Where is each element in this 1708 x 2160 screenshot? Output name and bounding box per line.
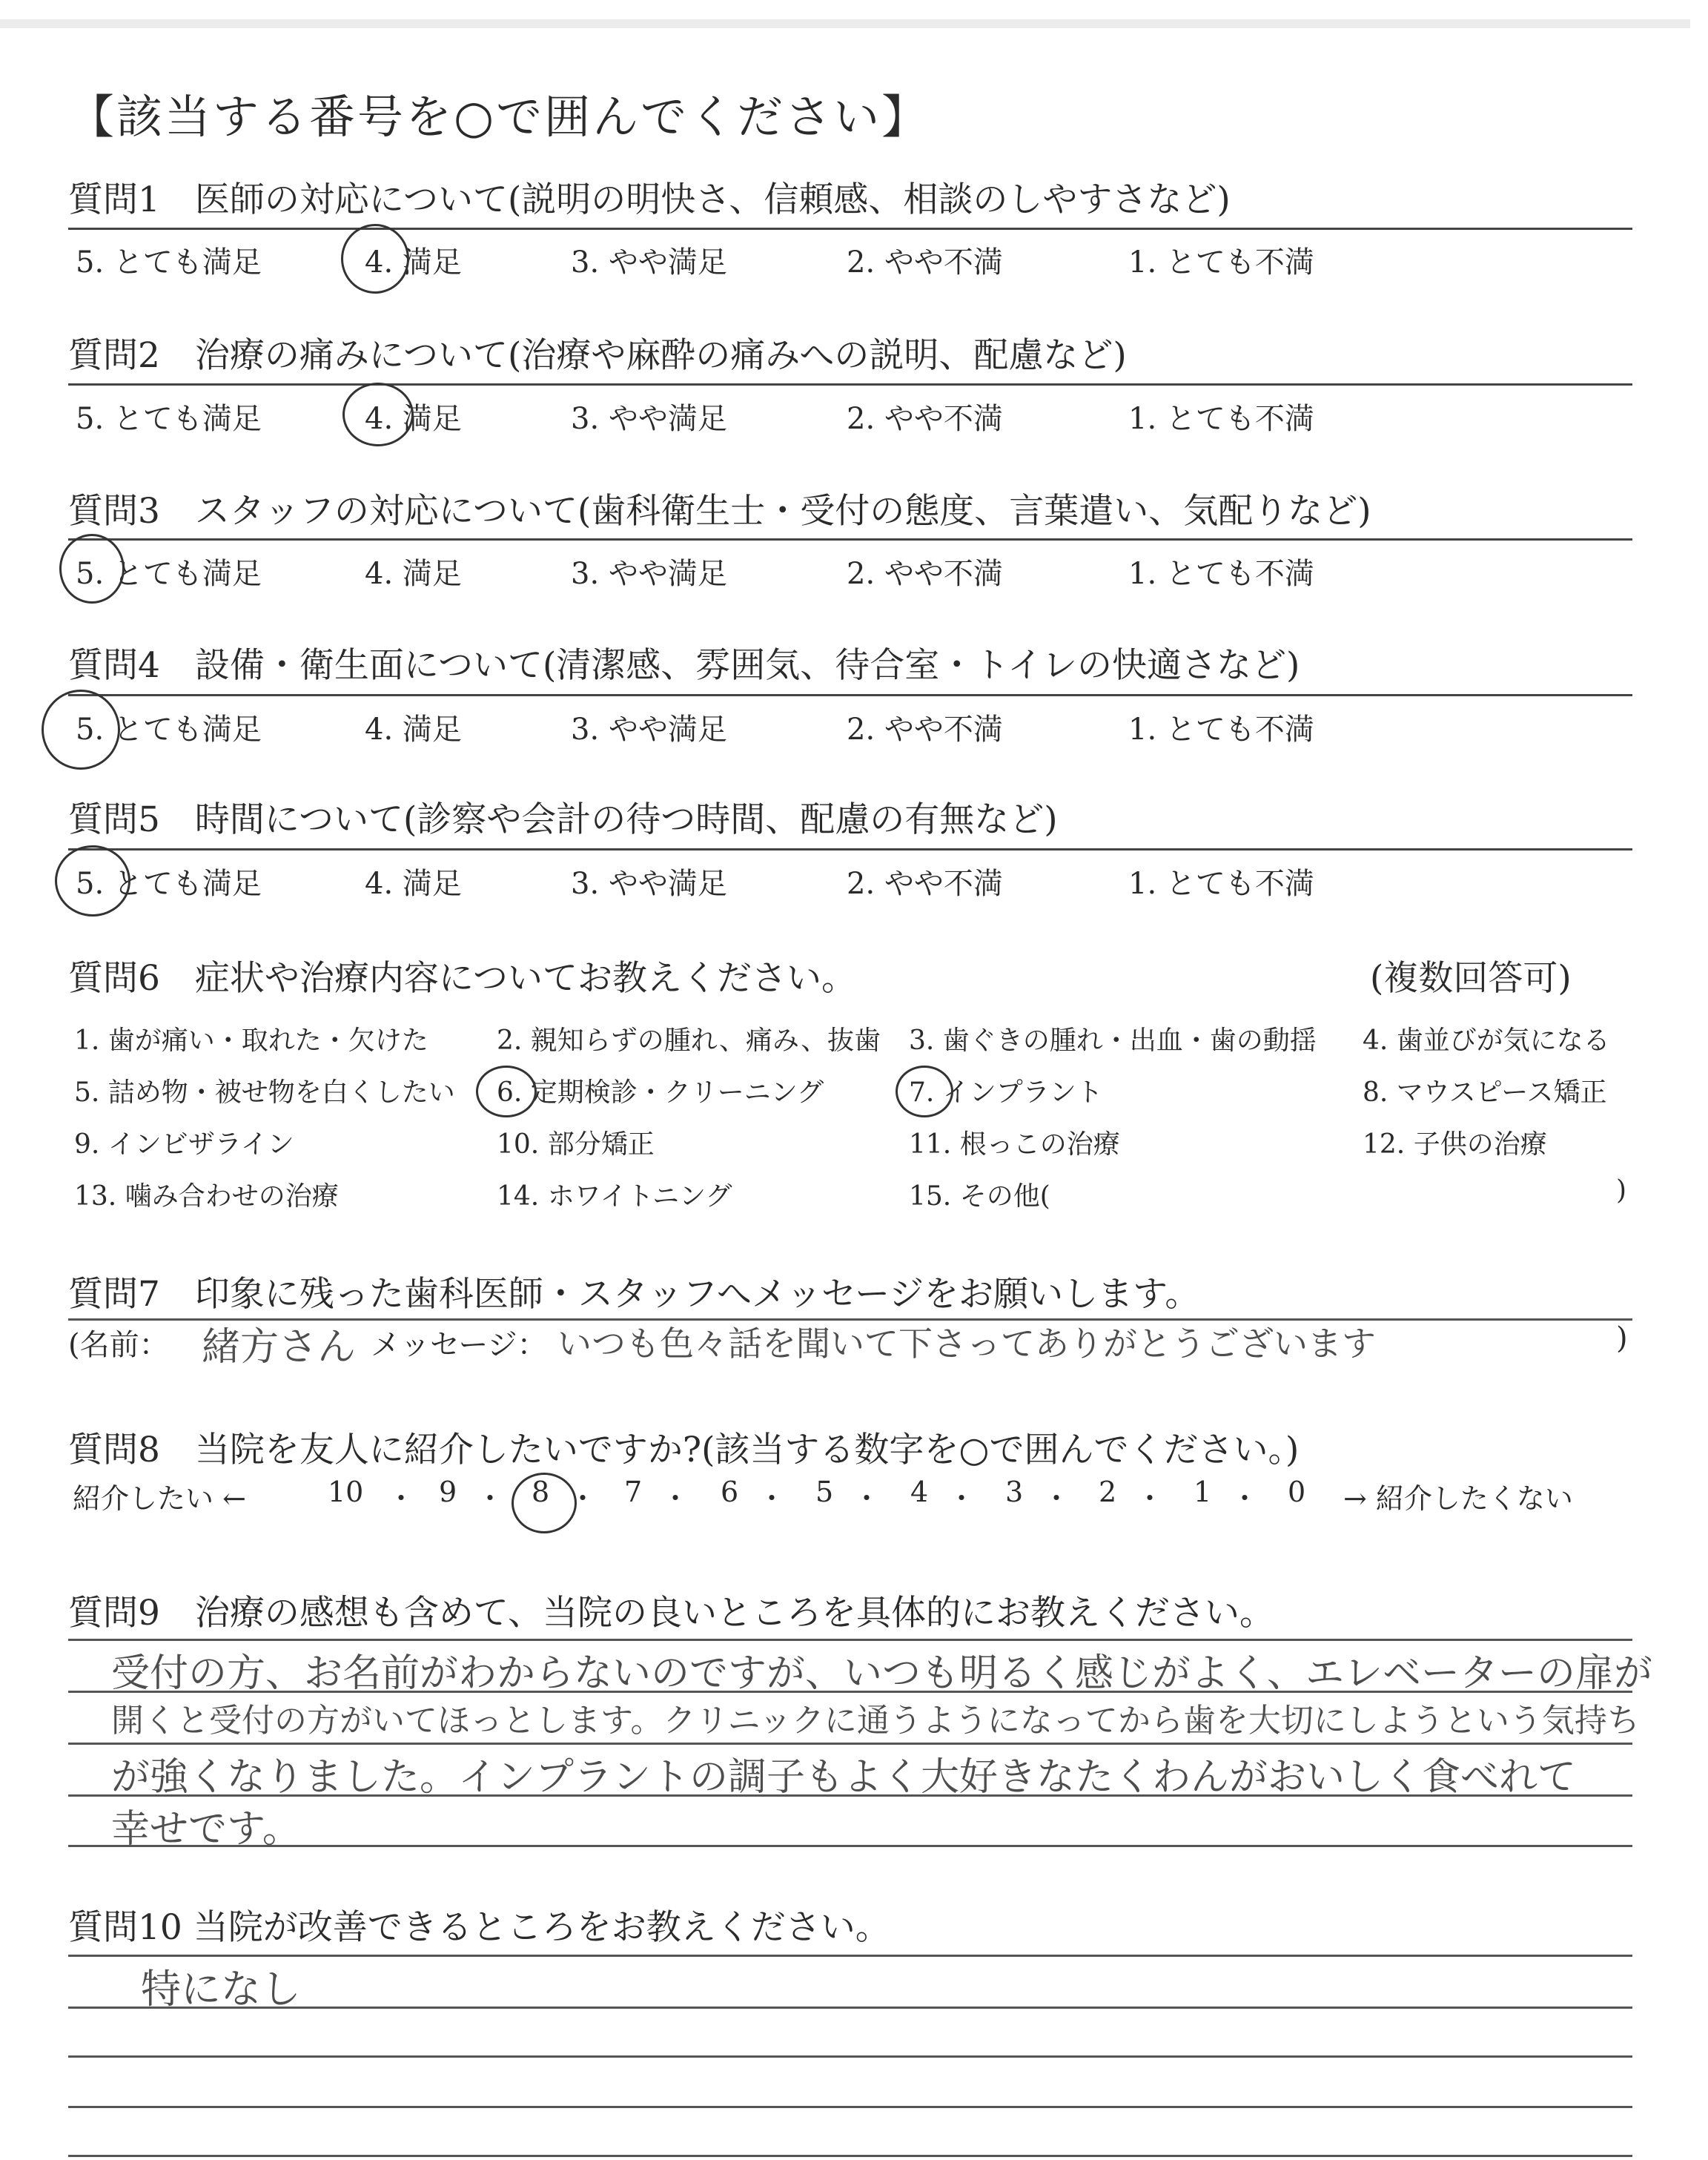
scale-value[interactable]: 6 (721, 1476, 739, 1508)
option-3[interactable]: 3. やや満足 (571, 402, 727, 436)
answer-circle (342, 383, 414, 446)
symptom-option[interactable]: 12. 子供の治療 (1363, 1129, 1547, 1160)
good-points-line[interactable]: が強くなりました。インプラントの調子もよく大好きなたくわんがおいしく食べれて (111, 1755, 1577, 1800)
page-edge (0, 19, 1690, 28)
question-4-rule (68, 694, 1632, 696)
option-5[interactable]: 5. とても満足 (76, 402, 262, 436)
option-3[interactable]: 3. やや満足 (571, 713, 727, 747)
question-6-title: 質問6 症状や治療内容についてお教えください。 (68, 958, 856, 999)
staff-message[interactable]: いつも色々話を聞いて下さってありがとうございます (557, 1324, 1376, 1364)
improvement-line[interactable]: 特になし (141, 1966, 301, 2012)
symptom-option[interactable]: 11. 根っこの治療 (909, 1129, 1120, 1160)
option-5[interactable]: 5. とても満足 (76, 867, 262, 901)
question-3-options (68, 550, 1632, 589)
question-5-rule (68, 848, 1632, 851)
option-4[interactable]: 4. 満足 (365, 402, 462, 436)
option-3[interactable]: 3. やや満足 (571, 245, 727, 280)
question-1-rule (68, 228, 1632, 230)
scale-dot: ・ (661, 1482, 690, 1515)
scale-value[interactable]: 7 (624, 1476, 643, 1508)
recommend-scale (68, 1476, 1632, 1520)
answer-line (68, 1955, 1632, 1957)
scale-dot: ・ (947, 1482, 976, 1515)
option-1[interactable]: 1. とても不満 (1128, 245, 1314, 280)
option-3[interactable]: 3. やや満足 (571, 557, 727, 591)
good-points-line[interactable]: 幸せです。 (111, 1807, 301, 1852)
name-label: (名前： (68, 1328, 169, 1362)
scale-dot: ・ (1231, 1482, 1260, 1515)
option-2[interactable]: 2. やや不満 (847, 557, 1003, 591)
answer-line (68, 2007, 1632, 2009)
symptom-option[interactable]: 14. ホワイトニング (497, 1181, 732, 1212)
question-1-title: 質問1 医師の対応について(説明の明快さ、信頼感、相談のしやすさなど) (68, 179, 1231, 220)
answer-line (68, 2106, 1632, 2108)
question-3-title: 質問3 スタッフの対応について(歯科衛生士・受付の態度、言葉遣い、気配りなど) (68, 491, 1371, 532)
question-6-note: (複数回答可) (1370, 958, 1572, 999)
good-points-line[interactable]: 開くと受付の方がいてほっとします。クリニックに通うようになってから歯を大切にしようという気持ち (111, 1702, 1640, 1740)
question-5-options (68, 860, 1632, 899)
message-label: メッセージ： (371, 1328, 547, 1362)
scale-dot: ・ (1042, 1482, 1071, 1515)
option-2[interactable]: 2. やや不満 (847, 713, 1003, 747)
scale-value[interactable]: 5 (815, 1476, 834, 1508)
answer-line (68, 2055, 1632, 2058)
answer-circle (512, 1473, 577, 1533)
question-2-options (68, 395, 1632, 434)
scale-value[interactable]: 10 (328, 1476, 364, 1508)
scale-value[interactable]: 4 (910, 1476, 929, 1508)
scale-dot: ・ (387, 1482, 416, 1515)
question-4-title: 質問4 設備・衛生面について(清潔感、雰囲気、待合室・トイレの快適さなど) (68, 645, 1300, 686)
question-9-title: 質問9 治療の感想も含めて、当院の良いところを具体的にお教えください。 (68, 1593, 1274, 1634)
answer-circle (476, 1066, 537, 1117)
option-4[interactable]: 4. 満足 (365, 867, 462, 901)
scale-dot: ・ (476, 1482, 505, 1515)
scale-value[interactable]: 9 (439, 1476, 457, 1508)
option-5[interactable]: 5. とても満足 (76, 713, 262, 747)
option-4[interactable]: 4. 満足 (365, 713, 462, 747)
scale-value[interactable]: 2 (1099, 1476, 1117, 1508)
symptom-option[interactable]: 4. 歯並びが気になる (1363, 1025, 1610, 1056)
answer-line (68, 1639, 1632, 1641)
scale-dot: ・ (1136, 1482, 1165, 1515)
question-4-options (68, 706, 1632, 747)
scale-left-label: 紹介したい ← (73, 1482, 246, 1515)
option-4[interactable]: 4. 満足 (365, 245, 462, 280)
option-2[interactable]: 2. やや不満 (847, 245, 1003, 280)
staff-name[interactable]: 緒方さん (202, 1325, 357, 1370)
option-2[interactable]: 2. やや不満 (847, 402, 1003, 436)
answer-circle (59, 534, 125, 604)
scale-value[interactable]: 1 (1194, 1476, 1212, 1508)
option-4[interactable]: 4. 満足 (365, 557, 462, 591)
answer-circle (341, 224, 409, 294)
question-8-title: 質問8 当院を友人に紹介したいですか?(該当する数字を○で囲んでください。) (68, 1430, 1300, 1470)
good-points-line[interactable]: 受付の方、お名前がわからないのですが、いつも明るく感じがよく、エレベーターの扉が (111, 1651, 1652, 1696)
answer-circle (896, 1066, 953, 1117)
message-close-paren: ) (1616, 1321, 1628, 1355)
form-header: 【該当する番号を○で囲んでください】 (68, 90, 930, 144)
symptom-option[interactable]: 6. 定期検診・クリーニング (497, 1077, 824, 1108)
option-2[interactable]: 2. やや不満 (847, 867, 1003, 901)
symptom-option[interactable]: 13. 噛み合わせの治療 (74, 1181, 339, 1212)
symptom-option[interactable]: 2. 親知らずの腫れ、痛み、抜歯 (497, 1025, 881, 1056)
question-1-options (68, 239, 1632, 280)
symptom-option[interactable]: 1. 歯が痛い・取れた・欠けた (74, 1025, 428, 1056)
option-1[interactable]: 1. とても不満 (1128, 713, 1314, 747)
question-10-title: 質問10 当院が改善できるところをお教えください。 (68, 1907, 890, 1948)
option-3[interactable]: 3. やや満足 (571, 867, 727, 901)
symptom-option[interactable]: 7. インプラント (909, 1077, 1103, 1108)
option-1[interactable]: 1. とても不満 (1128, 557, 1314, 591)
symptom-option[interactable]: 5. 詰め物・被せ物を白くしたい (74, 1077, 455, 1108)
option-1[interactable]: 1. とても不満 (1128, 402, 1314, 436)
option-5[interactable]: 5. とても満足 (76, 245, 262, 280)
symptom-option[interactable]: 15. その他( (909, 1181, 1050, 1212)
answer-line (68, 1743, 1632, 1745)
symptom-option[interactable]: 10. 部分矯正 (497, 1129, 655, 1160)
other-close-paren: ) (1616, 1175, 1627, 1206)
symptom-option[interactable]: 9. インビザライン (74, 1129, 294, 1160)
scale-value[interactable]: 0 (1288, 1476, 1306, 1508)
scale-dot: ・ (758, 1482, 787, 1515)
option-1[interactable]: 1. とても不満 (1128, 867, 1314, 901)
question-2-rule (68, 383, 1632, 386)
question-7-title: 質問7 印象に残った歯科医師・スタッフへメッセージをお願いします。 (68, 1274, 1200, 1315)
answer-circle (55, 845, 130, 916)
symptom-option[interactable]: 8. マウスピース矯正 (1363, 1077, 1607, 1108)
question-2-title: 質問2 治療の痛みについて(治療や麻酔の痛みへの説明、配慮など) (68, 335, 1127, 376)
scale-value[interactable]: 8 (532, 1476, 550, 1508)
scale-value[interactable]: 3 (1005, 1476, 1024, 1508)
option-5[interactable]: 5. とても満足 (76, 557, 262, 591)
symptom-option[interactable]: 3. 歯ぐきの腫れ・出血・歯の動揺 (909, 1025, 1317, 1056)
scale-right-label: → 紹介したくない (1343, 1482, 1573, 1515)
question-3-rule (68, 538, 1632, 541)
answer-circle (42, 690, 120, 770)
scale-dot: ・ (569, 1482, 598, 1515)
question-5-title: 質問5 時間について(診察や会計の待つ時間、配慮の有無など) (68, 799, 1058, 840)
answer-line (68, 2155, 1632, 2157)
scale-dot: ・ (853, 1482, 881, 1515)
answer-line (68, 1845, 1632, 1847)
